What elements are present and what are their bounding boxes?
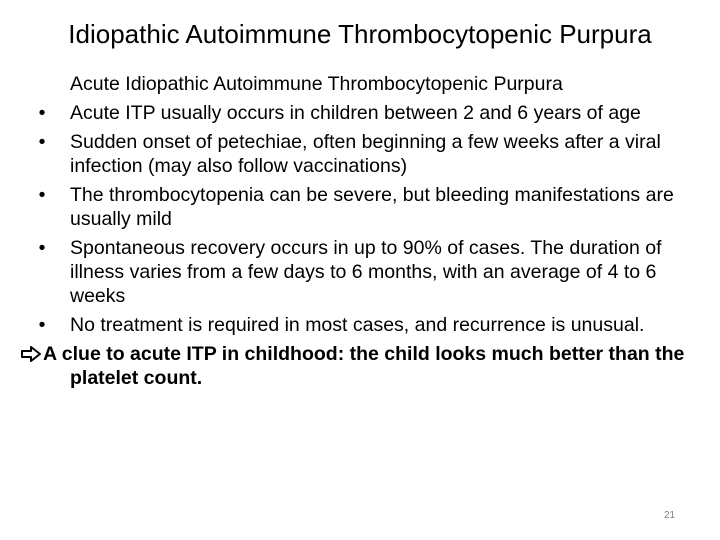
- bullet-text: Sudden onset of petechiae, often beginning a few weeks after a viral infection (may also follow vaccinations): [70, 131, 661, 177]
- list-item: [20, 236, 700, 308]
- list-item: [20, 101, 700, 125]
- slide-title: Idiopathic Autoimmune Thrombocytopenic Purpura: [68, 19, 652, 49]
- list-item: [20, 313, 700, 337]
- clue-callout: [20, 342, 700, 390]
- list-item: [20, 130, 700, 178]
- bullet-text: Spontaneous recovery occurs in up to 90% of cases. The duration of illness varies from a few days to 6 months, with an average of 4 to 6 weeks: [70, 237, 662, 307]
- bullet-icon: •: [38, 314, 46, 336]
- bullet-icon: •: [38, 184, 46, 206]
- bullet-text: The thrombocytopenia can be severe, but bleeding manifestations are usually mild: [70, 184, 674, 230]
- arrow-right-outline-icon: [20, 345, 42, 363]
- bullet-icon: •: [38, 102, 46, 124]
- bullet-icon: •: [38, 237, 46, 259]
- slide-content: [20, 72, 700, 390]
- list-item: [20, 183, 700, 231]
- bullet-list: [20, 101, 700, 337]
- clue-text: A clue to acute ITP in childhood: the child looks much better than the platelet count.: [43, 343, 685, 389]
- subheading: Acute Idiopathic Autoimmune Thrombocytopenic Purpura: [70, 73, 563, 95]
- bullet-text: No treatment is required in most cases, and recurrence is unusual.: [70, 314, 645, 336]
- page-number: 21: [664, 510, 676, 521]
- bullet-icon: •: [38, 131, 46, 153]
- bullet-text: Acute ITP usually occurs in children between 2 and 6 years of age: [70, 102, 641, 124]
